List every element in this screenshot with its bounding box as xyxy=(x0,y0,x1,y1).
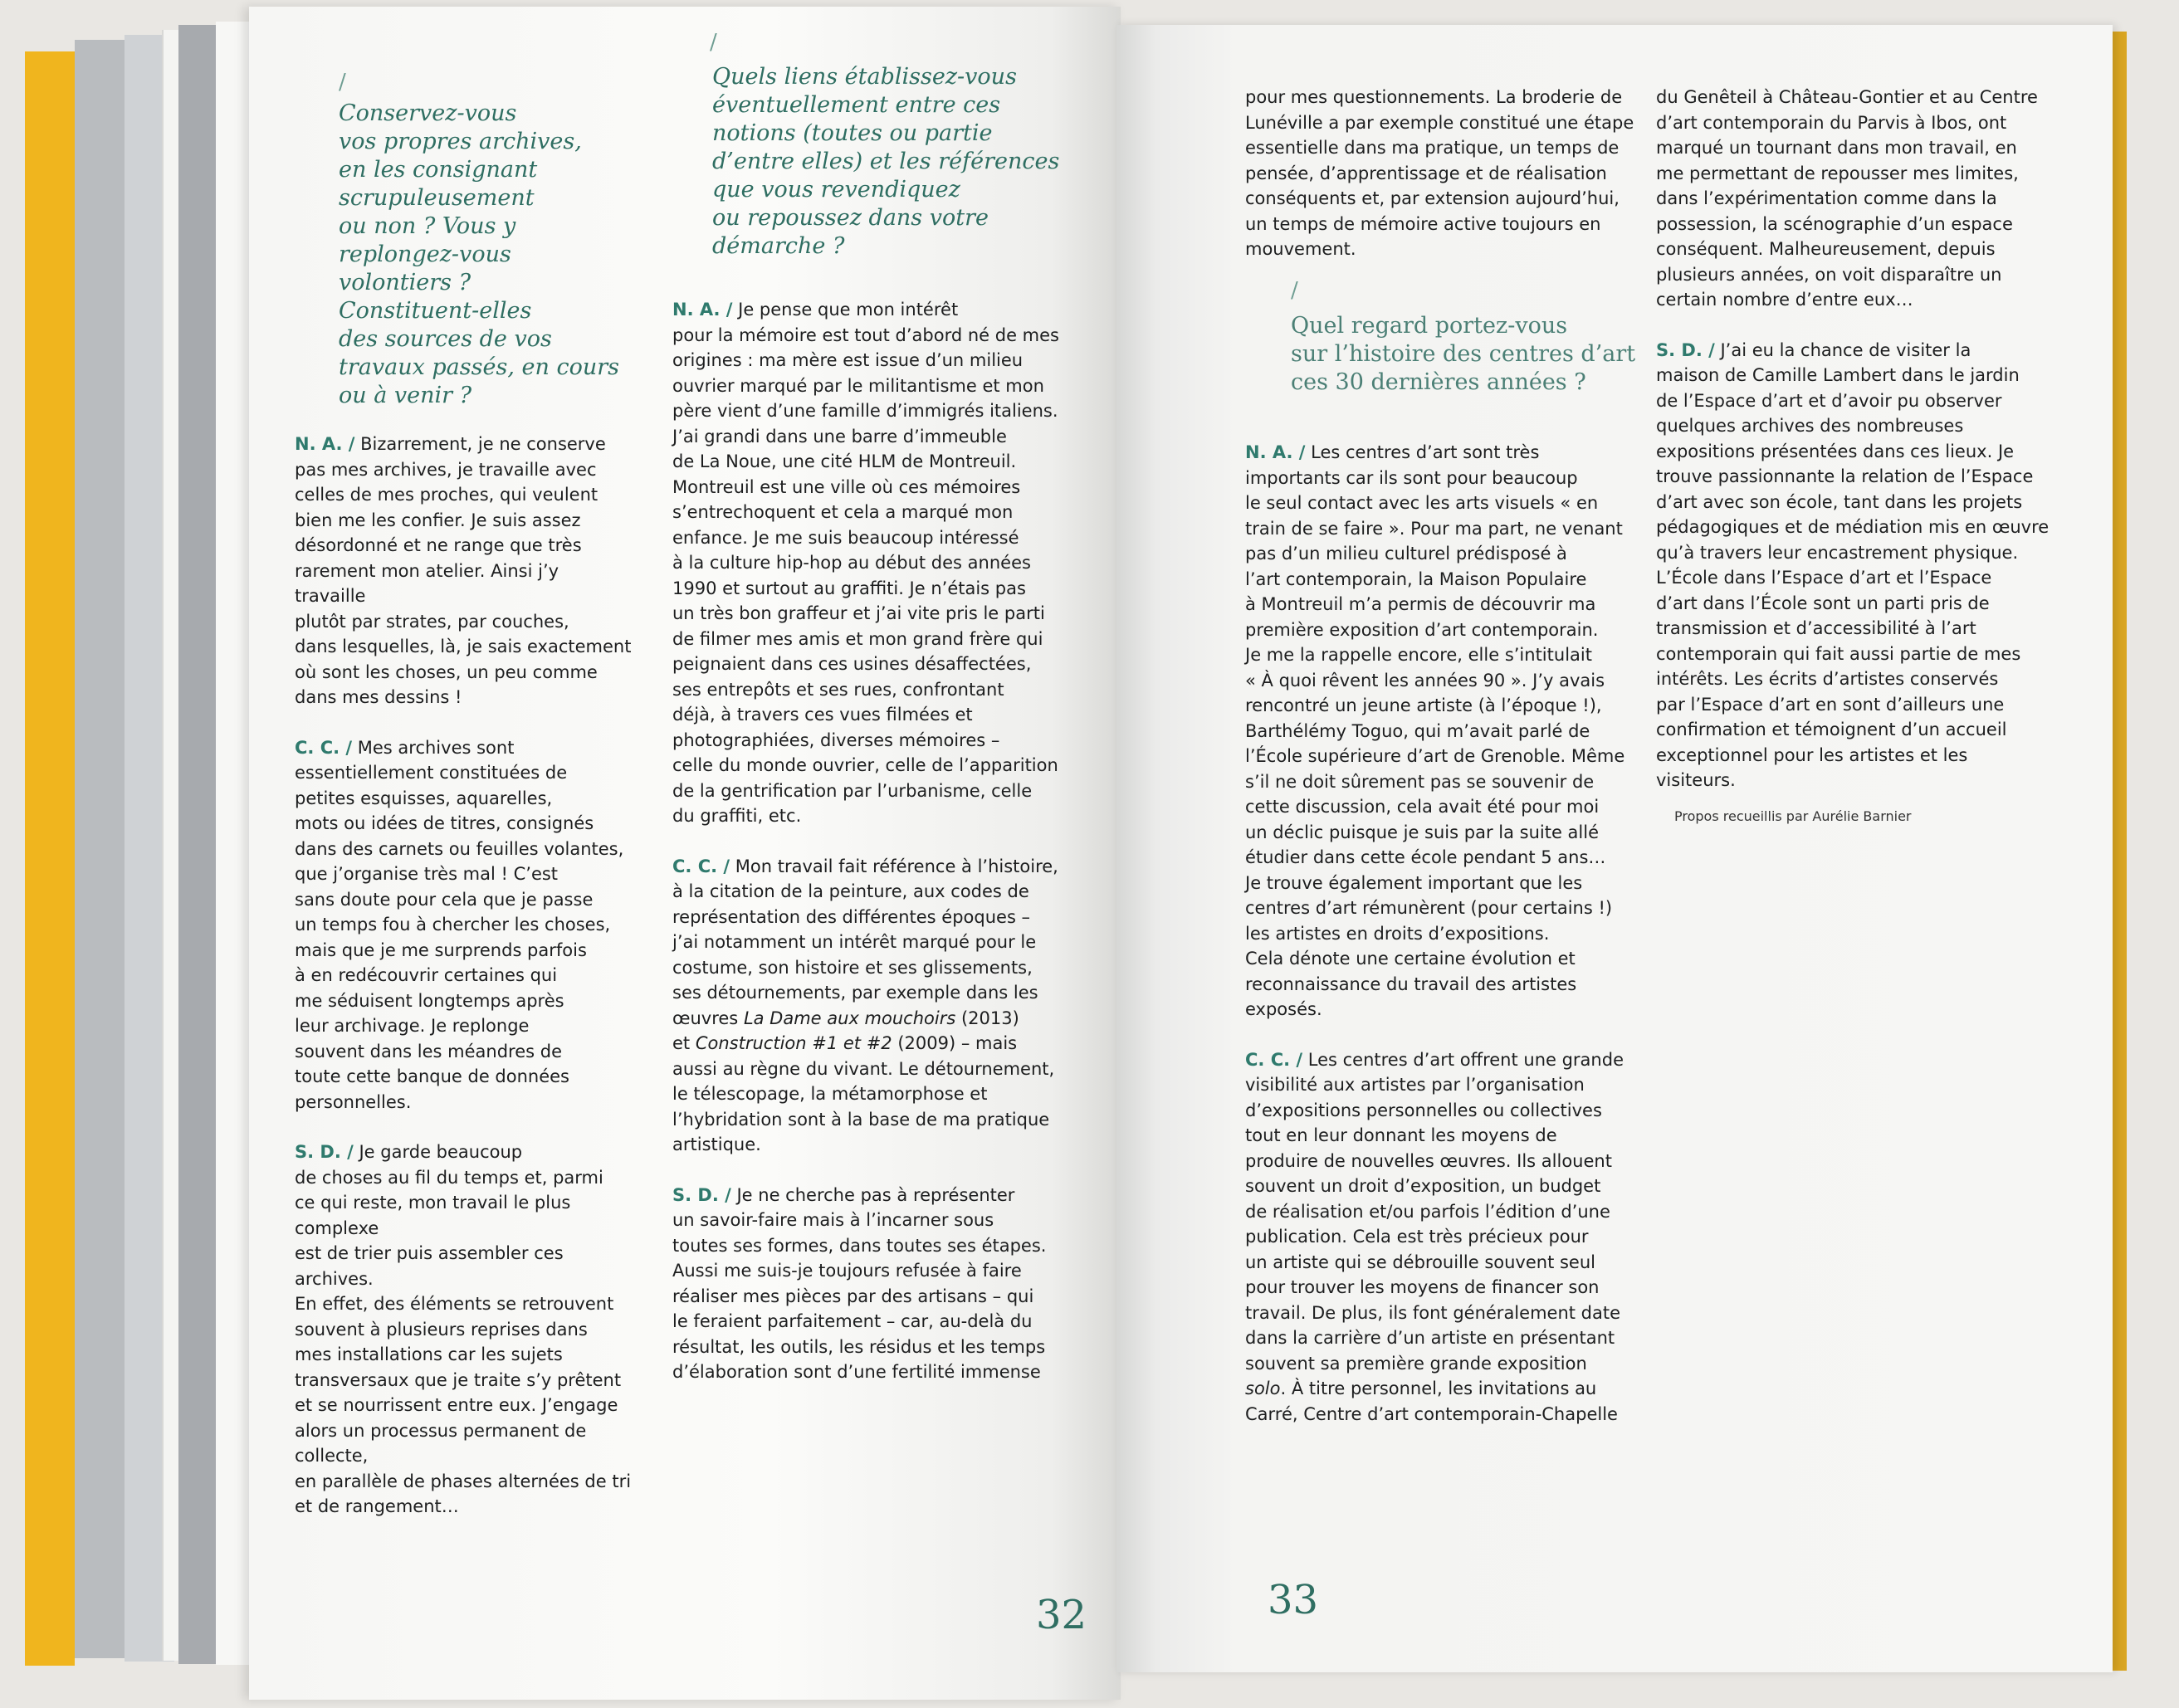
speaker-label: N. A. / xyxy=(295,434,355,454)
answer-cc xyxy=(1245,1047,1644,1427)
answer-text: Je pense que mon intérêt pour la mémoire est tout d’abord né de mes origines : ma mère est issue d’un milieu ouvrier marqué par le militantisme et mon père vient d’une famille d’immigrés italiens. J’ai grandi dans une barre d’immeuble de La Noue, une cité HLM de Montreuil. Montreuil est une ville où ces mémoires s’entrechoquent et cela a marqué mon enfance. Je me suis beaucoup intéressé à la culture hip-hop au début des années 1990 et surtout au graffiti. Je n’étais pas un très bon graffeur et j’ai vite pris le parti de filmer mes amis et mon grand frère qui peignaient dans ces usines désaffectées, ses entrepôts et ses rues, confrontant déjà, à travers ces vues filmées et photographiées, diverses mémoires – celle du monde ouvrier, celle de l’apparition de la gentrification par l’urbanisme, celle du graffiti, etc. xyxy=(672,300,1059,826)
continued-paragraph: du Genêteil à Château-Gontier et au Centre d’art contemporain du Parvis à Ibos, ont marqué un tournant dans mon travail, en me permettant de repousser mes limites, dans l’expérimentation comme dans la possession, la scénographie d’un espace conséquent. Malheureusement, depuis plusieurs années, on voit disparaître un certain nombre d’entre eux… xyxy=(1656,87,2038,310)
interview-credit: Propos recueillis par Aurélie Barnier xyxy=(1674,808,1912,824)
page-number: 32 xyxy=(1036,1592,1087,1638)
continued-paragraph: pour mes questionnements. La broderie de Lunéville a par exemple constitué une étape essentielle dans ma pratique, un temps de pensée, d’apprentissage et de réalisation conséquents et, par extension aujourd’hui, un temps de mémoire active toujours en mouvement. xyxy=(1245,87,1634,259)
answer-text: . À titre personnel, les invitations au Carré, Centre d’art contemporain-Chapelle xyxy=(1245,1379,1618,1424)
question-archives: Conservez-vous vos propres archives, en les consignant scrupuleusement ou non ? Vous y replongez-vous volontiers ? Constituent-elles des sources de vos travaux passés, en cours ou à venir ? xyxy=(339,100,619,408)
answer-text: Mon travail fait référence à l’histoire, à la citation de la peinture, aux codes de représentation des différentes époques – j’ai notamment un intérêt marqué pour le costume, son histoire et ses glissements, ses détournements, par exemple dans les œuvres xyxy=(672,856,1058,1028)
continued-text-column-2 xyxy=(1656,85,2054,818)
answer-na xyxy=(295,432,635,710)
answer-text: Je ne cherche pas à représenter un savoir-faire mais à l’incarner sous toutes ses formes, dans toutes ses étapes. Aussi me suis-je toujours refusée à faire réaliser mes pièces par des artisans – qui le feraient parfaitement – car, au-delà du résultat, les outils, les résidus et les temps d’élaboration sont d’une fertilité immense xyxy=(672,1184,1047,1382)
question-slash: / xyxy=(339,70,346,95)
answer-text: Bizarrement, je ne conserve pas mes archives, je travaille avec celles de mes proches, qui veulent bien me les confier. Je suis assez désordonné et ne range que très rarement mon atelier. Ainsi j’y travaille plutôt par strates, par couches, dans lesquelles, là, je sais exactement où sont les choses, un peu comme dans mes dessins ! xyxy=(295,434,632,707)
answers-column-1 xyxy=(295,432,635,1545)
continued-text-column-1 xyxy=(1245,85,1644,287)
speaker-label: S. D. / xyxy=(295,1142,354,1162)
answer-sd xyxy=(1656,338,2054,793)
answer-text: J’ai eu la chance de visiter la maison de Camille Lambert dans le jardin de l’Espace d’art et d’avoir pu observer quelques archives des nombreuses expositions présentées dans ces lieux. Je trouve passionnante la relation de l’Espace d’art avec son école, tant dans les projets pédagogiques et de médiation mis en œuvre qu’à travers leur encastrement physique. L’École dans l’Espace d’art et l’Espace d’art dans l’École sont un parti pris de transmission et d’accessibilité à l’art contemporain qui fait aussi partie de mes intérêts. Les écrits d’artistes conservés par l’Espace d’art en sont d’ailleurs une confirmation et témoignent d’un accueil exceptionnel pour les artistes et les visiteurs. xyxy=(1656,339,2050,790)
answer-na xyxy=(1245,440,1644,1022)
answers-column-2 xyxy=(672,297,1071,1410)
speaker-label: N. A. / xyxy=(1245,442,1306,462)
speaker-label: C. C. / xyxy=(1245,1049,1303,1070)
question-art-centers: Quel regard portez-vous sur l’histoire des centres d’art ces 30 dernières années ? xyxy=(1291,313,1636,395)
question-references: Quels liens établissez-vous éventuellement entre ces notions (toutes ou partie d’entre elles) et les références que vous revendiquez ou repoussez dans votre démarche ? xyxy=(712,64,1060,259)
answer-sd xyxy=(672,1183,1071,1385)
question-slash: / xyxy=(1291,278,1298,303)
page-33 xyxy=(1116,25,2113,1672)
answer-cc xyxy=(672,854,1071,1158)
artwork-title: Construction #1 et #2 xyxy=(695,1033,892,1053)
answer-text: Les centres d’art sont très importants car ils sont pour beaucoup le seul contact avec les arts visuels « en train de se faire ». Pour ma part, ne venant pas d’un milieu culturel prédisposé à l’art contemporain, la Maison Populaire à Montreuil m’a permis de découvrir ma première exposition d’art contemporain. Je me la rappelle encore, elle s’intitulait « À quoi rêvent les années 90 ». J’y avais rencontré un jeune artiste (à l’époque !), Barthélémy Toguo, qui m’avait parlé de l’École supérieure d’art de Grenoble. Même s’il ne doit sûrement pas se souvenir de cette discussion, cela avait été pour moi un déclic puisque je suis par la suite allé étudier dans cette école pendant 5 ans… Je trouve également important que les centres d’art rémunèrent (pour certains !) les artistes en droits d’expositions. Cela dénote une certaine évolution et reconnaissance du travail des artistes exposés. xyxy=(1245,442,1625,1019)
answer-text: Les centres d’art offrent une grande visibilité aux artistes par l’organisation d’expositions personnelles ou collectives tout en leur donnant les moyens de produire de nouvelles œuvres. Ils allouent souvent un droit d’exposition, un budget de réalisation et/ou parfois l’édition d’une publication. Cela est très précieux pour un artiste qui se débrouille souvent seul pour trouver les moyens de financer son travail. De plus, ils font généralement date dans la carrière d’un artiste en présentant souvent sa première grande exposition xyxy=(1245,1049,1624,1374)
italic-word: solo xyxy=(1245,1379,1281,1398)
page-number: 33 xyxy=(1268,1577,1319,1623)
answer-text: Mes archives sont essentiellement constituées de petites esquisses, aquarelles, mots ou idées de titres, consignés dans des carnets ou feuilles volantes, que j’organise très mal ! C’est sans doute pour cela que je passe un temps fou à chercher les choses, mais que je me surprends parfois à en redécouvrir certaines qui me séduisent longtemps après leur archivage. Je replonge souvent dans les méandres de toute cette banque de données personnelles. xyxy=(295,737,624,1112)
answers-column-3 xyxy=(1245,440,1644,1452)
yellow-back-cover xyxy=(25,51,75,1666)
speaker-label: C. C. / xyxy=(672,856,730,876)
answer-text: (2013) et xyxy=(672,1008,1019,1053)
artwork-title: La Dame aux mouchoirs xyxy=(743,1008,956,1028)
page-32 xyxy=(249,7,1121,1700)
speaker-label: S. D. / xyxy=(672,1184,731,1205)
speaker-label: S. D. / xyxy=(1656,339,1715,360)
answer-cc xyxy=(295,735,635,1115)
question-slash: / xyxy=(710,30,717,55)
answer-na xyxy=(672,297,1071,829)
speaker-label: N. A. / xyxy=(672,300,733,320)
answer-sd xyxy=(295,1139,635,1520)
answer-text: Je garde beaucoup de choses au fil du temps et, parmi ce qui reste, mon travail le plus complexe est de trier puis assembler ces archives. En effet, des éléments se retrouvent souvent à plusieurs reprises dans mes installations car les sujets transversaux que je traite s’y prêtent et se nourrissent entre eux. J’engage alors un processus permanent de collecte, en parallèle de phases alternées de tri et de rangement… xyxy=(295,1142,632,1516)
speaker-label: C. C. / xyxy=(295,737,353,758)
answer-text: (2009) – mais aussi au règne du vivant. Le détournement, le télescopage, la métamorphose et l’hybridation sont à la base de ma pratique artistique. xyxy=(672,1033,1055,1154)
